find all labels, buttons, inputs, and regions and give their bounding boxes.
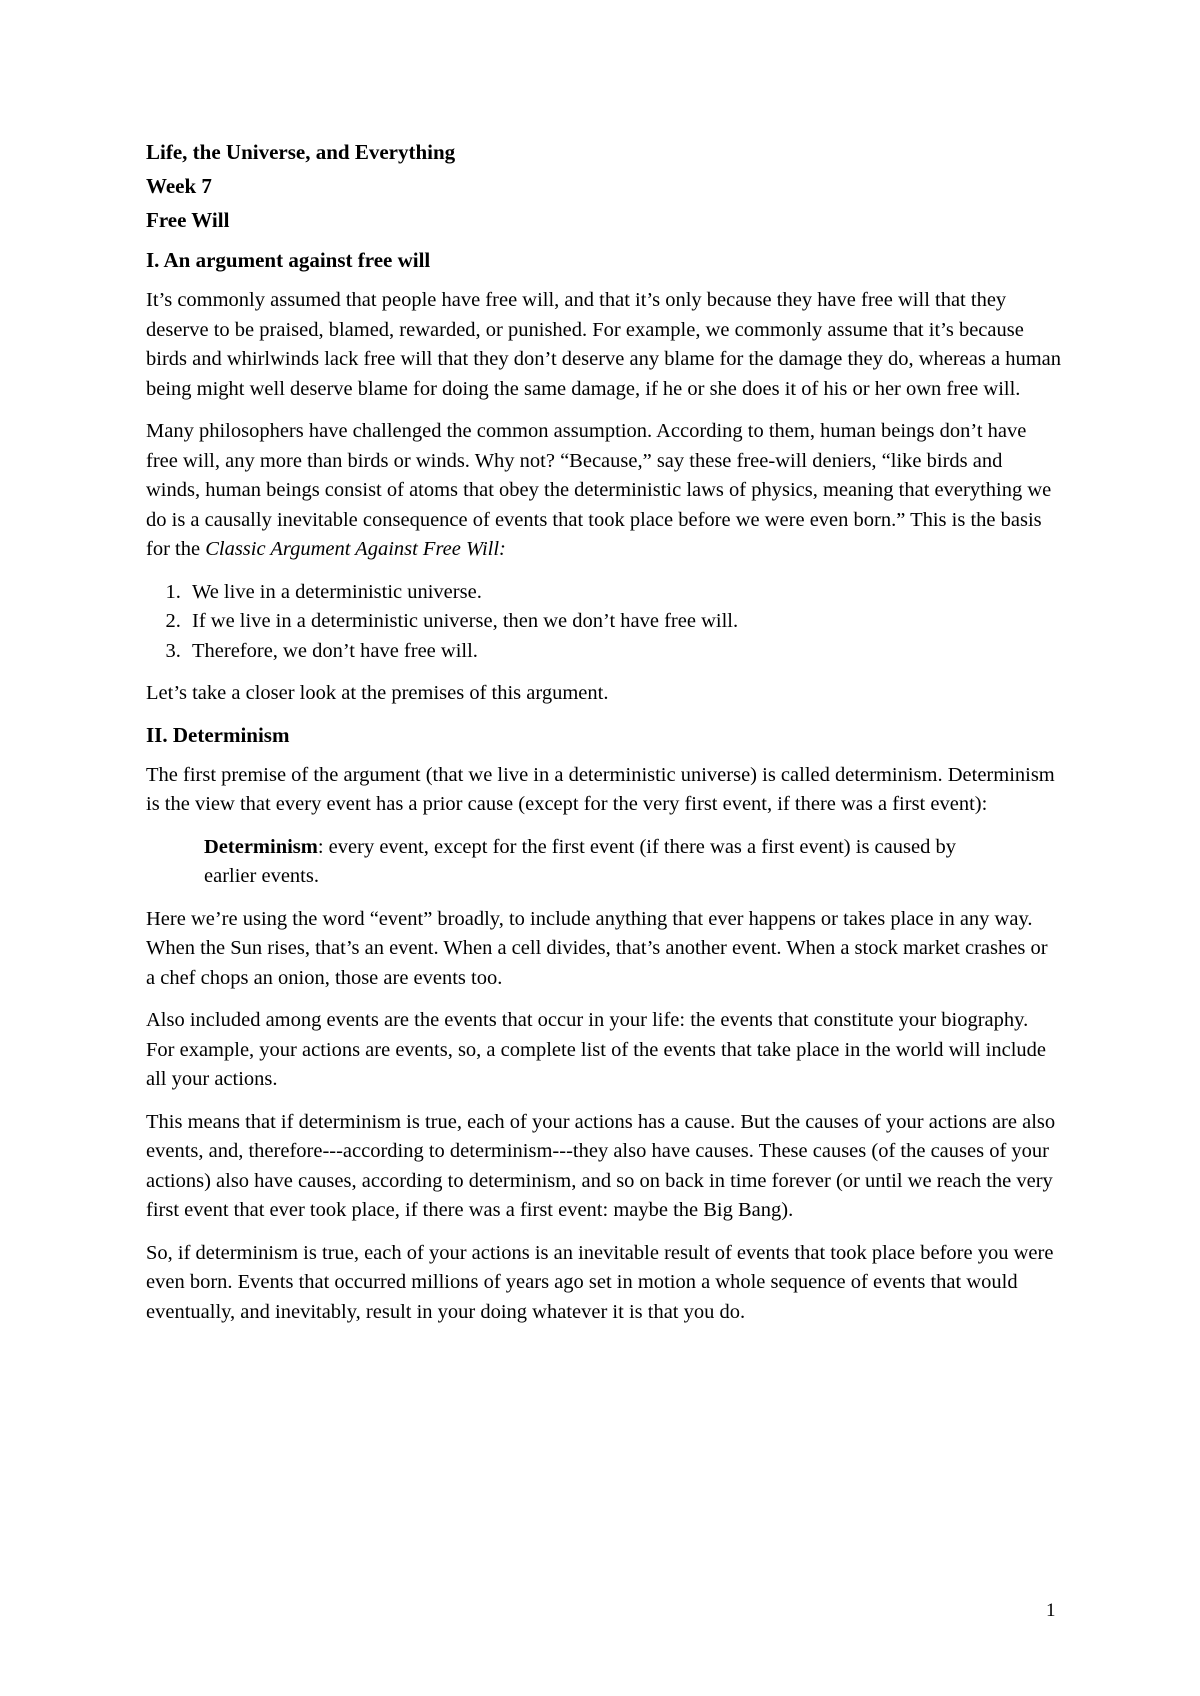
document-page [146,140,1061,1340]
definition-block [204,833,984,892]
premise-list [146,578,1061,667]
premise-item: 1. We live in a deterministic universe. [186,578,1061,608]
definition-text: : every event, except for the first event (if there was a first event) is caused by earlier events. [204,835,956,887]
paragraph: This means that if determinism is true, each of your actions has a cause. But the causes of your actions are also events, and, therefore---according to determinism---they also have causes. These causes (of the causes of your actions) also have causes, according to determinism, and so on back in time forever (or until we reach the very first event that ever took place, if there was a first event: maybe the Big Bang). [146,1110,1056,1221]
paragraph: The first premise of the argument (that we live in a deterministic universe) is called determinism. Determinism is the view that every event has a prior cause (except for the very first event, if there was a first event): [146,763,1055,815]
paragraph: Also included among events are the events that occur in your life: the events that constitute your biography. For example, your actions are events, so, a complete list of the events that take place in the world will include all your actions. [146,1009,1047,1090]
argument-name: Classic Argument Against Free Will: [205,538,506,560]
section-heading-argument: I. An argument against free will [146,248,431,272]
week-label: Week 7 [146,174,212,198]
paragraph: Here we’re using the word “event” broadly, to include anything that ever happens or takes place in any way. When the Sun rises, that’s an event. When a cell divides, that’s another event. When a stock market crashes or a chef chops an onion, those are events too. [146,907,1048,989]
paragraph [146,417,1061,565]
page-number: 1 [1046,1600,1056,1621]
definition-term: Determinism [204,835,318,858]
premise-item: 2. If we live in a deterministic universe, then we don’t have free will. [186,607,1061,637]
course-title: Life, the Universe, and Everything [146,140,456,164]
paragraph-text: Many philosophers have challenged the common assumption. According to them, human beings don’t have free will, any more than birds or winds. Why not? “Because,” say these free-will deniers, “like birds and winds, human beings consist of atoms that obey the deterministic laws of physics, meaning that everything we do is a causally inevitable consequence of events that took place before we were even born.” This is the basis for the [146,420,1052,560]
section-heading-determinism: II. Determinism [146,722,290,747]
paragraph: It’s commonly assumed that people have free will, and that it’s only because they have free will that they deserve to be praised, blamed, rewarded, or punished. For example, we commonly assume that it’s because birds and whirlwinds lack free will that they don’t deserve any blame for the damage they do, whereas a human being might well deserve blame for doing the same damage, if he or she does it of his or her own free will. [146,289,1061,400]
paragraph: So, if determinism is true, each of your actions is an inevitable result of events that took place before you were even born. Events that occurred millions of years ago set in motion a whole sequence of events that would eventually, and inevitably, result in your doing whatever it is that you do. [146,1241,1054,1323]
paragraph: Let’s take a closer look at the premises of this argument. [146,682,609,704]
premise-item: 3. Therefore, we don’t have free will. [186,637,1061,667]
topic-title: Free Will [146,208,230,232]
